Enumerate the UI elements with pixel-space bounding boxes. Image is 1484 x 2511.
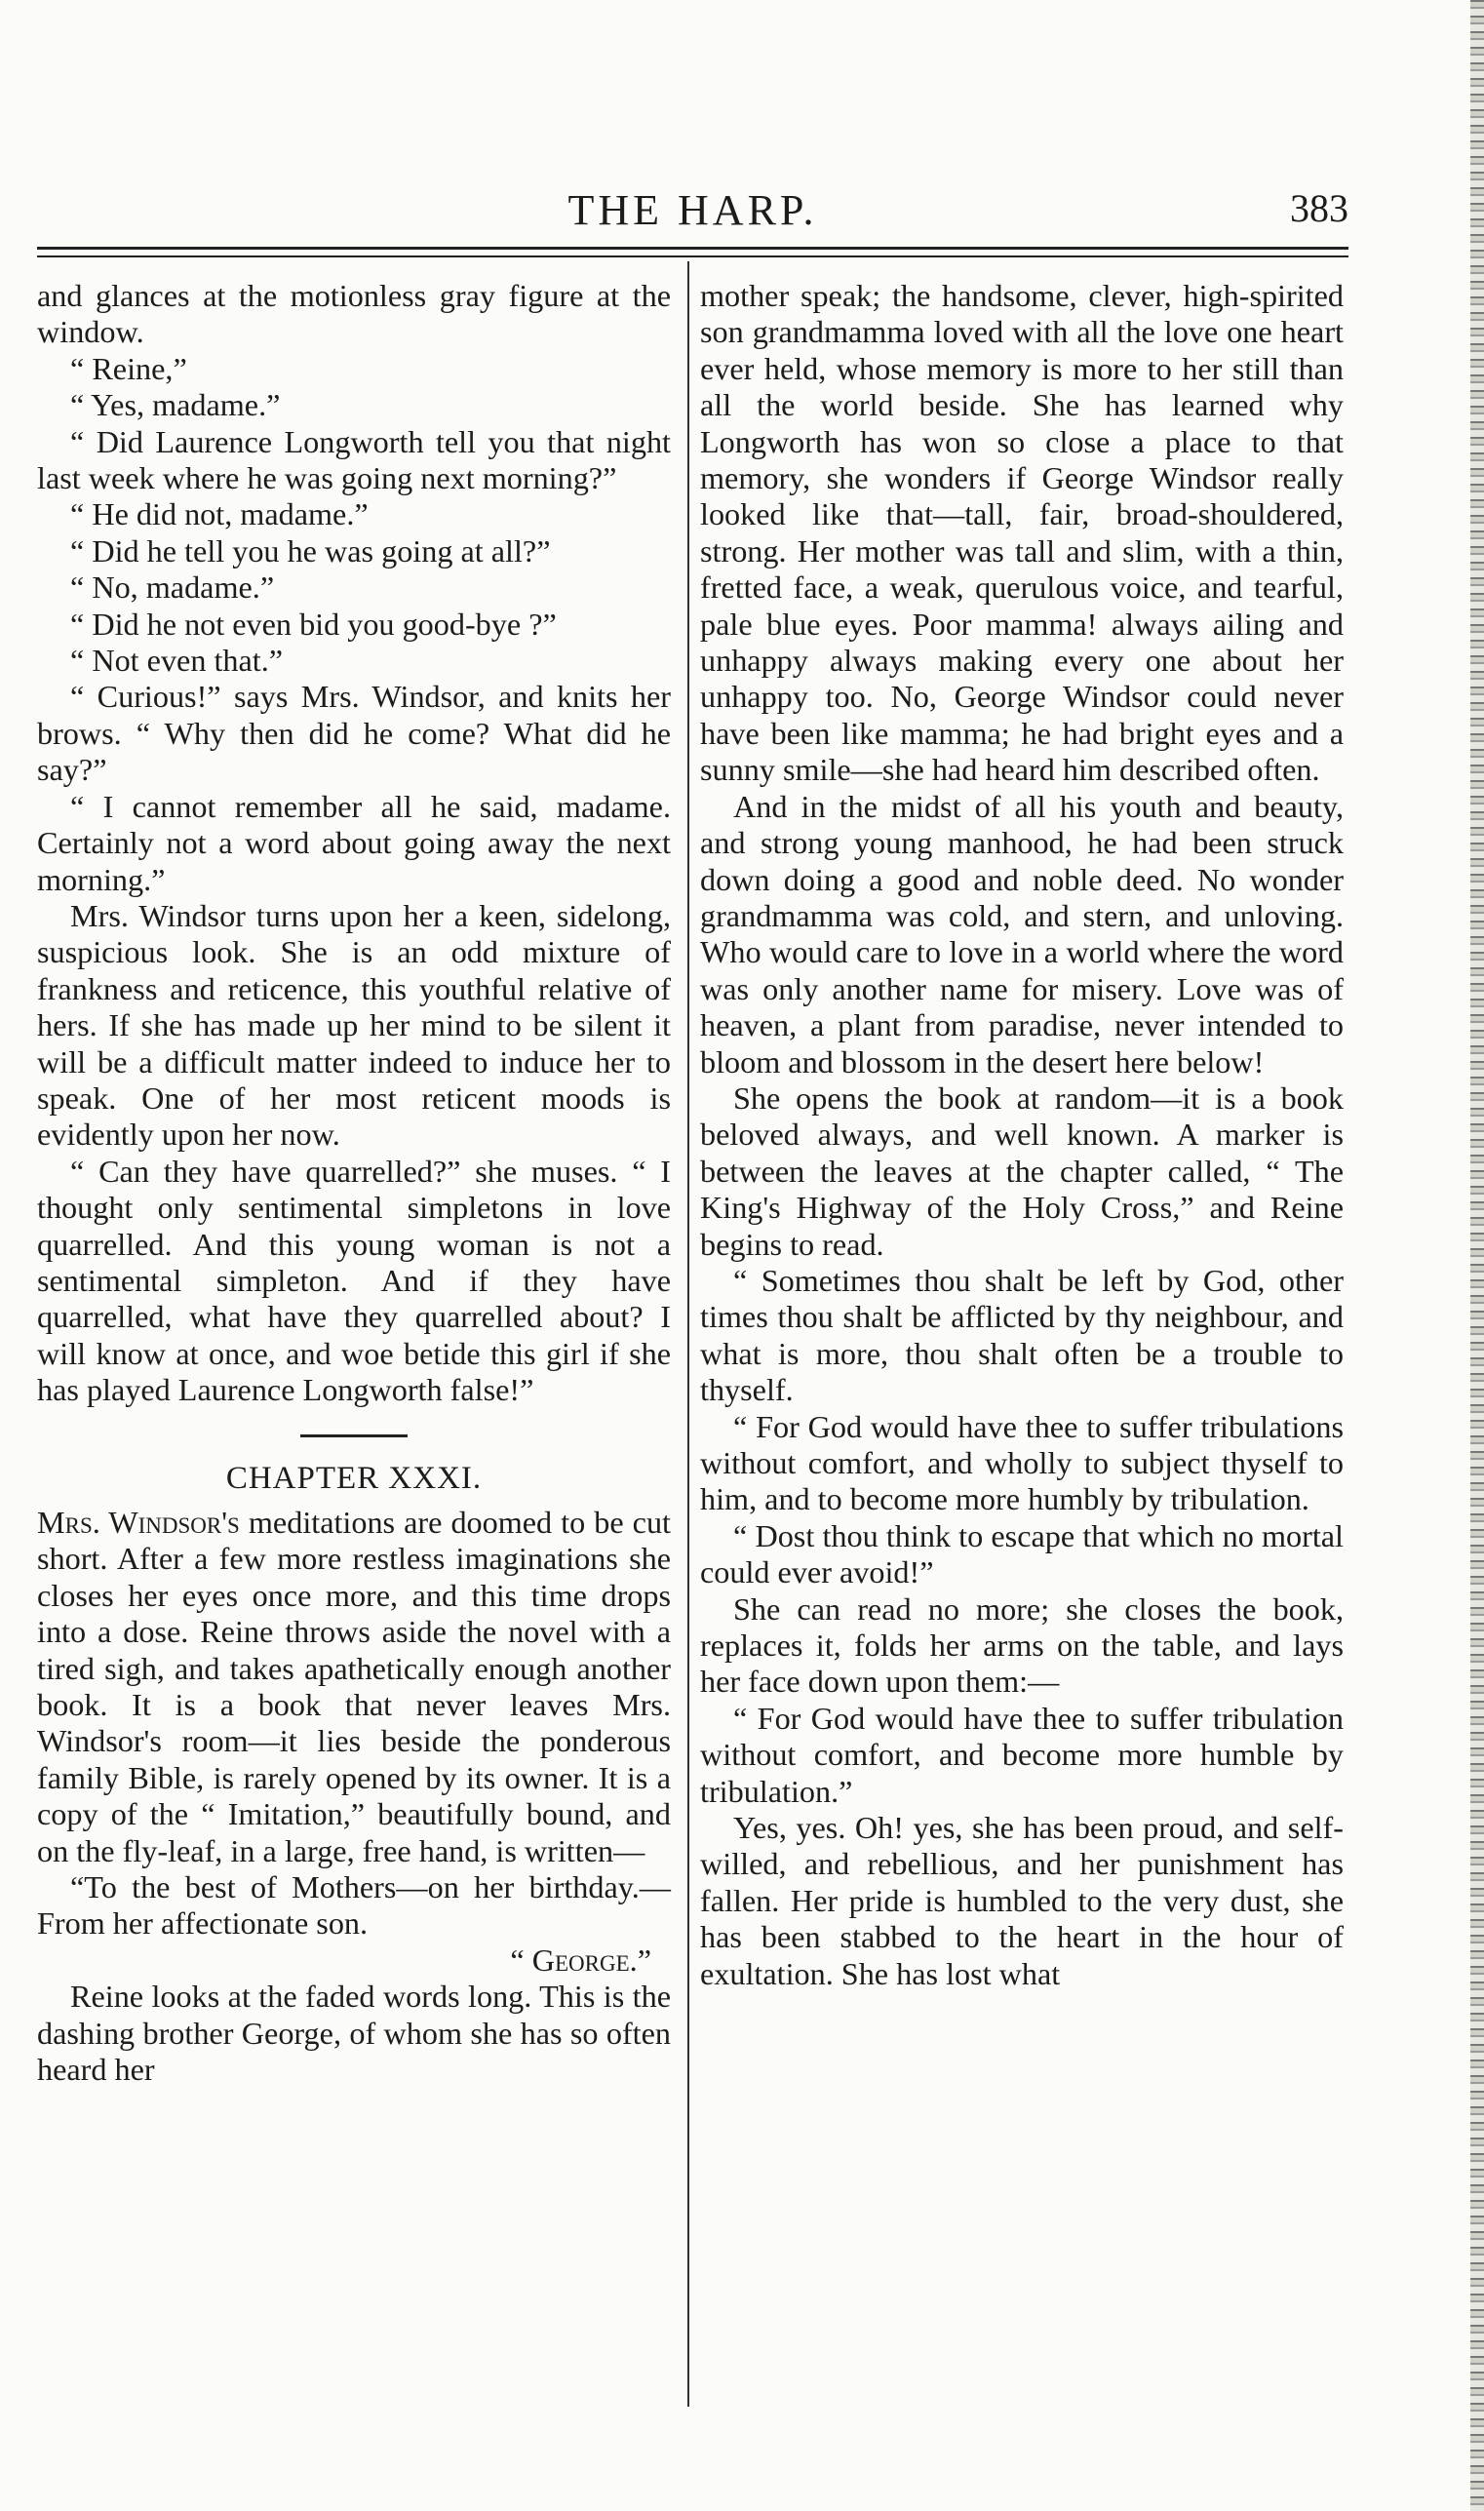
paragraph: “ He did not, madame.” bbox=[70, 496, 369, 532]
running-head bbox=[37, 185, 1348, 254]
column-divider bbox=[687, 261, 689, 2407]
paragraph: Reine looks at the faded words long. This is the dashing brother George, of whom she has so often heard her bbox=[37, 1979, 671, 2088]
paragraph: She opens the book at random—it is a book beloved always, and well known. A marker is between the leaves at the chapter called, “ The King's Highway of the Holy Cross,” and Reine begins to read. bbox=[700, 1079, 1344, 1262]
opening-word: Mrs. Windsor's bbox=[37, 1505, 240, 1540]
paragraph: “ Did he tell you he was going at all?” bbox=[70, 532, 551, 569]
paragraph: “ I cannot remember all he said, madame. Certainly not a word about going away the next morning.” bbox=[37, 788, 671, 897]
paragraph: “ For God would have thee to suffer tribulations without comfort, and wholly to subject thyself to him, and to become more humbly by tribulation. bbox=[700, 1408, 1344, 1517]
paragraph: And in the midst of all his youth and beauty, and strong young manhood, he had been struck down doing a good and noble deed. No wonder grandmamma was cold, and stern, and unloving. Who would care to love in a world where the word was only another name for misery. Love was of heaven, a plant from paradise, never intended to bloom and blossom in the desert here below! bbox=[700, 788, 1344, 1079]
paragraph: Mrs. Windsor turns upon her a keen, sidelong, suspicious look. She is an odd mixture of frankness and reticence, this youthful relative of hers. If she has made up her mind to be silent it will be a difficult matter indeed to induce her to speak. One of her most reticent moods is evidently upon her now. bbox=[37, 897, 671, 1153]
paragraph: “ Did he not even bid you good-bye ?” bbox=[70, 606, 557, 642]
header-rule bbox=[37, 247, 1348, 250]
page-number: 383 bbox=[1290, 186, 1348, 230]
paragraph: and glances at the motionless gray figure at the window. bbox=[37, 278, 671, 350]
paragraph-text: meditations are doomed to be cut short. After a few more restless imaginations she closes her eyes once more, and this time drops into a dose. Reine throws aside the novel with a tired sigh, and takes apathetically enough another book. It is a book that never leaves Mrs. Windsor's room—it lies beside the ponderous family Bible, is rarely opened by its owner. It is a copy of the “ Imitation,” beautifully bound, and on the fly-leaf, in a large, free hand, is written— bbox=[37, 1505, 672, 1868]
right-column bbox=[700, 278, 1344, 1992]
paragraph: mother speak; the handsome, clever, high-spirited son grandmamma loved with all the love one heart ever held, whose memory is more to her still than all the world beside. She has learned why Longworth has won so close a place to that memory, she wonders if George Windsor really looked like that—tall, fair, broad-shouldered, strong. Her mother was tall and slim, with a thin, fretted face, a weak, querulous voice, and tearful, pale blue eyes. Poor mamma! always ailing and unhappy always making every one about her unhappy too. No, George Windsor could never have been like mamma; he had bright eyes and a sunny smile—she had heard him described often. bbox=[700, 278, 1344, 788]
left-column bbox=[37, 278, 671, 2089]
paragraph: “ Reine,” bbox=[70, 350, 187, 386]
paragraph bbox=[37, 1505, 671, 1869]
paragraph: “ Dost thou think to escape that which no mortal could ever avoid!” bbox=[700, 1517, 1344, 1590]
paragraph: “ Sometimes thou shalt be left by God, other times thou shalt be afflicted by thy neighbour, and what is more, thou shalt often be a trouble to thyself. bbox=[700, 1262, 1344, 1408]
page-title: THE HARP. bbox=[567, 186, 818, 234]
paragraph: “To the best of Mothers—on her birthday.—From her affectionate son. bbox=[37, 1869, 671, 1942]
paragraph: Yes, yes. Oh! yes, she has been proud, and self-willed, and rebellious, and her punishment has fallen. Her pride is humbled to the very dust, she has been stabbed to the heart in the hour of exultation. She has lost what bbox=[700, 1810, 1344, 1991]
header-rule-thin bbox=[37, 255, 1348, 257]
paragraph: “ Curious!” says Mrs. Windsor, and knits her brows. “ Why then did he come? What did he say?” bbox=[37, 679, 671, 788]
signature: “ George.” bbox=[510, 1942, 651, 1978]
page-edge bbox=[1470, 0, 1484, 2511]
chapter-heading: CHAPTER XXXI. bbox=[225, 1460, 483, 1496]
paragraph: She can read no more; she closes the book, replaces it, folds her arms on the table, and lays her face down upon them:— bbox=[700, 1590, 1344, 1700]
paragraph: “ For God would have thee to suffer tribulation without comfort, and become more humble by tribulation.” bbox=[700, 1700, 1344, 1809]
paragraph: “ No, madame.” bbox=[70, 569, 275, 606]
paragraph: “ Can they have quarrelled?” she muses. “ I thought only sentimental simpletons in love quarrelled. And this young woman is not a sentimental simpleton. And if they have quarrelled, what have they quarrelled about? I will know at once, and woe betide this girl if she has played Laurence Longworth false!” bbox=[37, 1153, 671, 1408]
paragraph: “ Yes, madame.” bbox=[70, 387, 281, 423]
paragraph: “ Not even that.” bbox=[70, 643, 284, 679]
paragraph: “ Did Laurence Longworth tell you that night last week where he was going next morning?” bbox=[37, 423, 671, 496]
section-divider bbox=[300, 1434, 408, 1437]
